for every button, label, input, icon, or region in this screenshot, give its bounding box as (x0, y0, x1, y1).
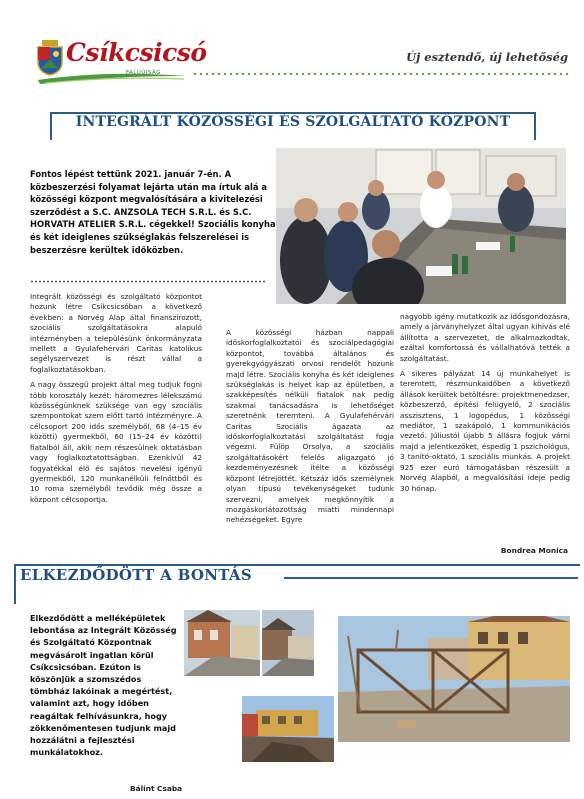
article-lead: Elkezdődött a melléképületek lebontása az Integrált Közösség és Szolgáltató Központnak megvásárolt ingatlan körül Csíkcsicsóban. Ezúton is köszönjük a szomszédos tömbház lakóinak a megértést, valamint azt, hogy időben reagáltak felhívásunkra, hogy zökkenőmentesen tudjunk majd hozzálátni a fejlesztési munkálatokhoz. (30, 613, 177, 758)
street-photo (184, 610, 260, 676)
article-column-1 (30, 292, 202, 510)
paragraph: A nagy összegű projekt által meg tudjuk fogni több korosztály kezét: háromezres lélekszámú közösségünknek szüksége van egy szociális szempontokat szem előtt tartó intézményre. A célcsoport 200 idős személyből, 68 (4–15 év közötti) gyermekből, 60 (15–24 év közötti) fiatalból áll, akik nem részesülnek oktatásban vagy foglalkoztatottságban. Ezenkívül 42 fogyatékkal élő és sajátos nevelési igényű gyermekből, 120 munkanélküli felnőttből és 10 roma személyből tevődik még össze a központ célcsoportja. (30, 380, 202, 504)
dotted-separator (30, 280, 266, 283)
paragraph: nagyobb igény mutatkozik az idősgondozásra, amely a járványhelyzet által ugyan kihívás elé állította a szervezetet, de alkalmazkodtak, ezáltal komfortossá és vállalhatóvá tették a szolgáltatást. (400, 312, 570, 363)
masthead-logo (36, 38, 207, 90)
brand-swoosh-icon (36, 68, 188, 86)
issue-slogan: Új esztendő, új lehetőség (406, 50, 568, 64)
article-column-2 (226, 328, 394, 531)
article-column-3 (400, 312, 570, 499)
article-lead: Fontos lépést tettünk 2021. január 7-én. A közbeszerzési folyamat lejárta után ma írtuk alá a közösségi központ megvalósítására a kivitelezési szerződést a S.C. ANZSOLA TECH S.R.L. és S.C. HORVATH ATELIER S.R.L. cégekkel! Szociális konyha és két ideiglenes szükséglakás felszerelései is beszerzésre kerültek időközben. (30, 169, 276, 255)
paragraph: A sikeres pályázat 14 új munkahelyet is teremtett, részmunkaidőben a következő állások kerültek betöltésre: projektmenedzser, közbeszerző, építési felügyelő, 2 szociális asszisztens, 1 logopédus, 1 közösségi mediátor, 1 szakápoló, 1 kommunikációs vezető. Júliustól újabb 5 állásra fogjuk várni majd a jelentkezőket, éspedig 1 pszichológus, 3 tanító-oktató, 1 szociális munkás. A projekt 925 ezer euró támogatásban részesült a Norvég Alapból, a megvalósítási ideje pedig 30 hónap. (400, 369, 570, 493)
demolition-photo (242, 696, 334, 762)
article-title: ELKEZDŐDÖTT A BONTÁS (20, 566, 252, 584)
demolition-site-photo (338, 616, 570, 742)
meeting-photo (276, 148, 566, 304)
brand-subtitle: FALUÚJSÁG (126, 70, 161, 76)
street-photo (262, 610, 314, 676)
article-author: Bálint Csaba (130, 784, 183, 793)
header-dotted-rule (192, 72, 570, 76)
paragraph: Integrált közösségi és szolgáltató központot hozunk létre Csíkcsicsóban a következő években: a Norvég Alap által finanszírozott, szociális szolgáltatásokra alapuló intézményben a településünk önkormányzata mellett a Gyulafehérvári Caritas katolikus segélyszervezet is részt vállal a foglalkoztatásokban. (30, 292, 202, 374)
paragraph: A közösségi házban nappali időskorfoglalkoztatói és szociálpedagógiai központot, továbbá általános és gyerekgyógyászati orvosi rendelőt hozunk majd létre. Szociális konyha és két ideiglenes szükséglakás is helyet kap az épületben, a szakképesítés nélküli fiatalok nak pedig szakmai tanácsadásra is lehetőséget szeretnénk teremteni. A Gyulafehérvári Caritas Szociális ágazata az időskorfoglalkoztatási szolgáltatást fogja végezni. Fülöp Orsolya, a szociális szolgáltatásokért felelős aligazgató jó kezdeményezésnek ítélte a közösségi központ létrejöttét. Kétszáz idős személynek olyan típusú tevékenységeket tudunk szervezni, amelyek megkönnyítik a mozgáskorlátozottság miatti mindennapi nehézségeket. Egyre (226, 328, 394, 525)
section-rule (284, 577, 578, 579)
article-title: INTEGRÁLT KÖZÖSSÉGI ÉS SZOLGÁLTATÓ KÖZPONT (75, 114, 511, 130)
brand-name: Csíkcsicsó (66, 38, 207, 67)
article-author: Bondrea Monica (500, 546, 568, 555)
